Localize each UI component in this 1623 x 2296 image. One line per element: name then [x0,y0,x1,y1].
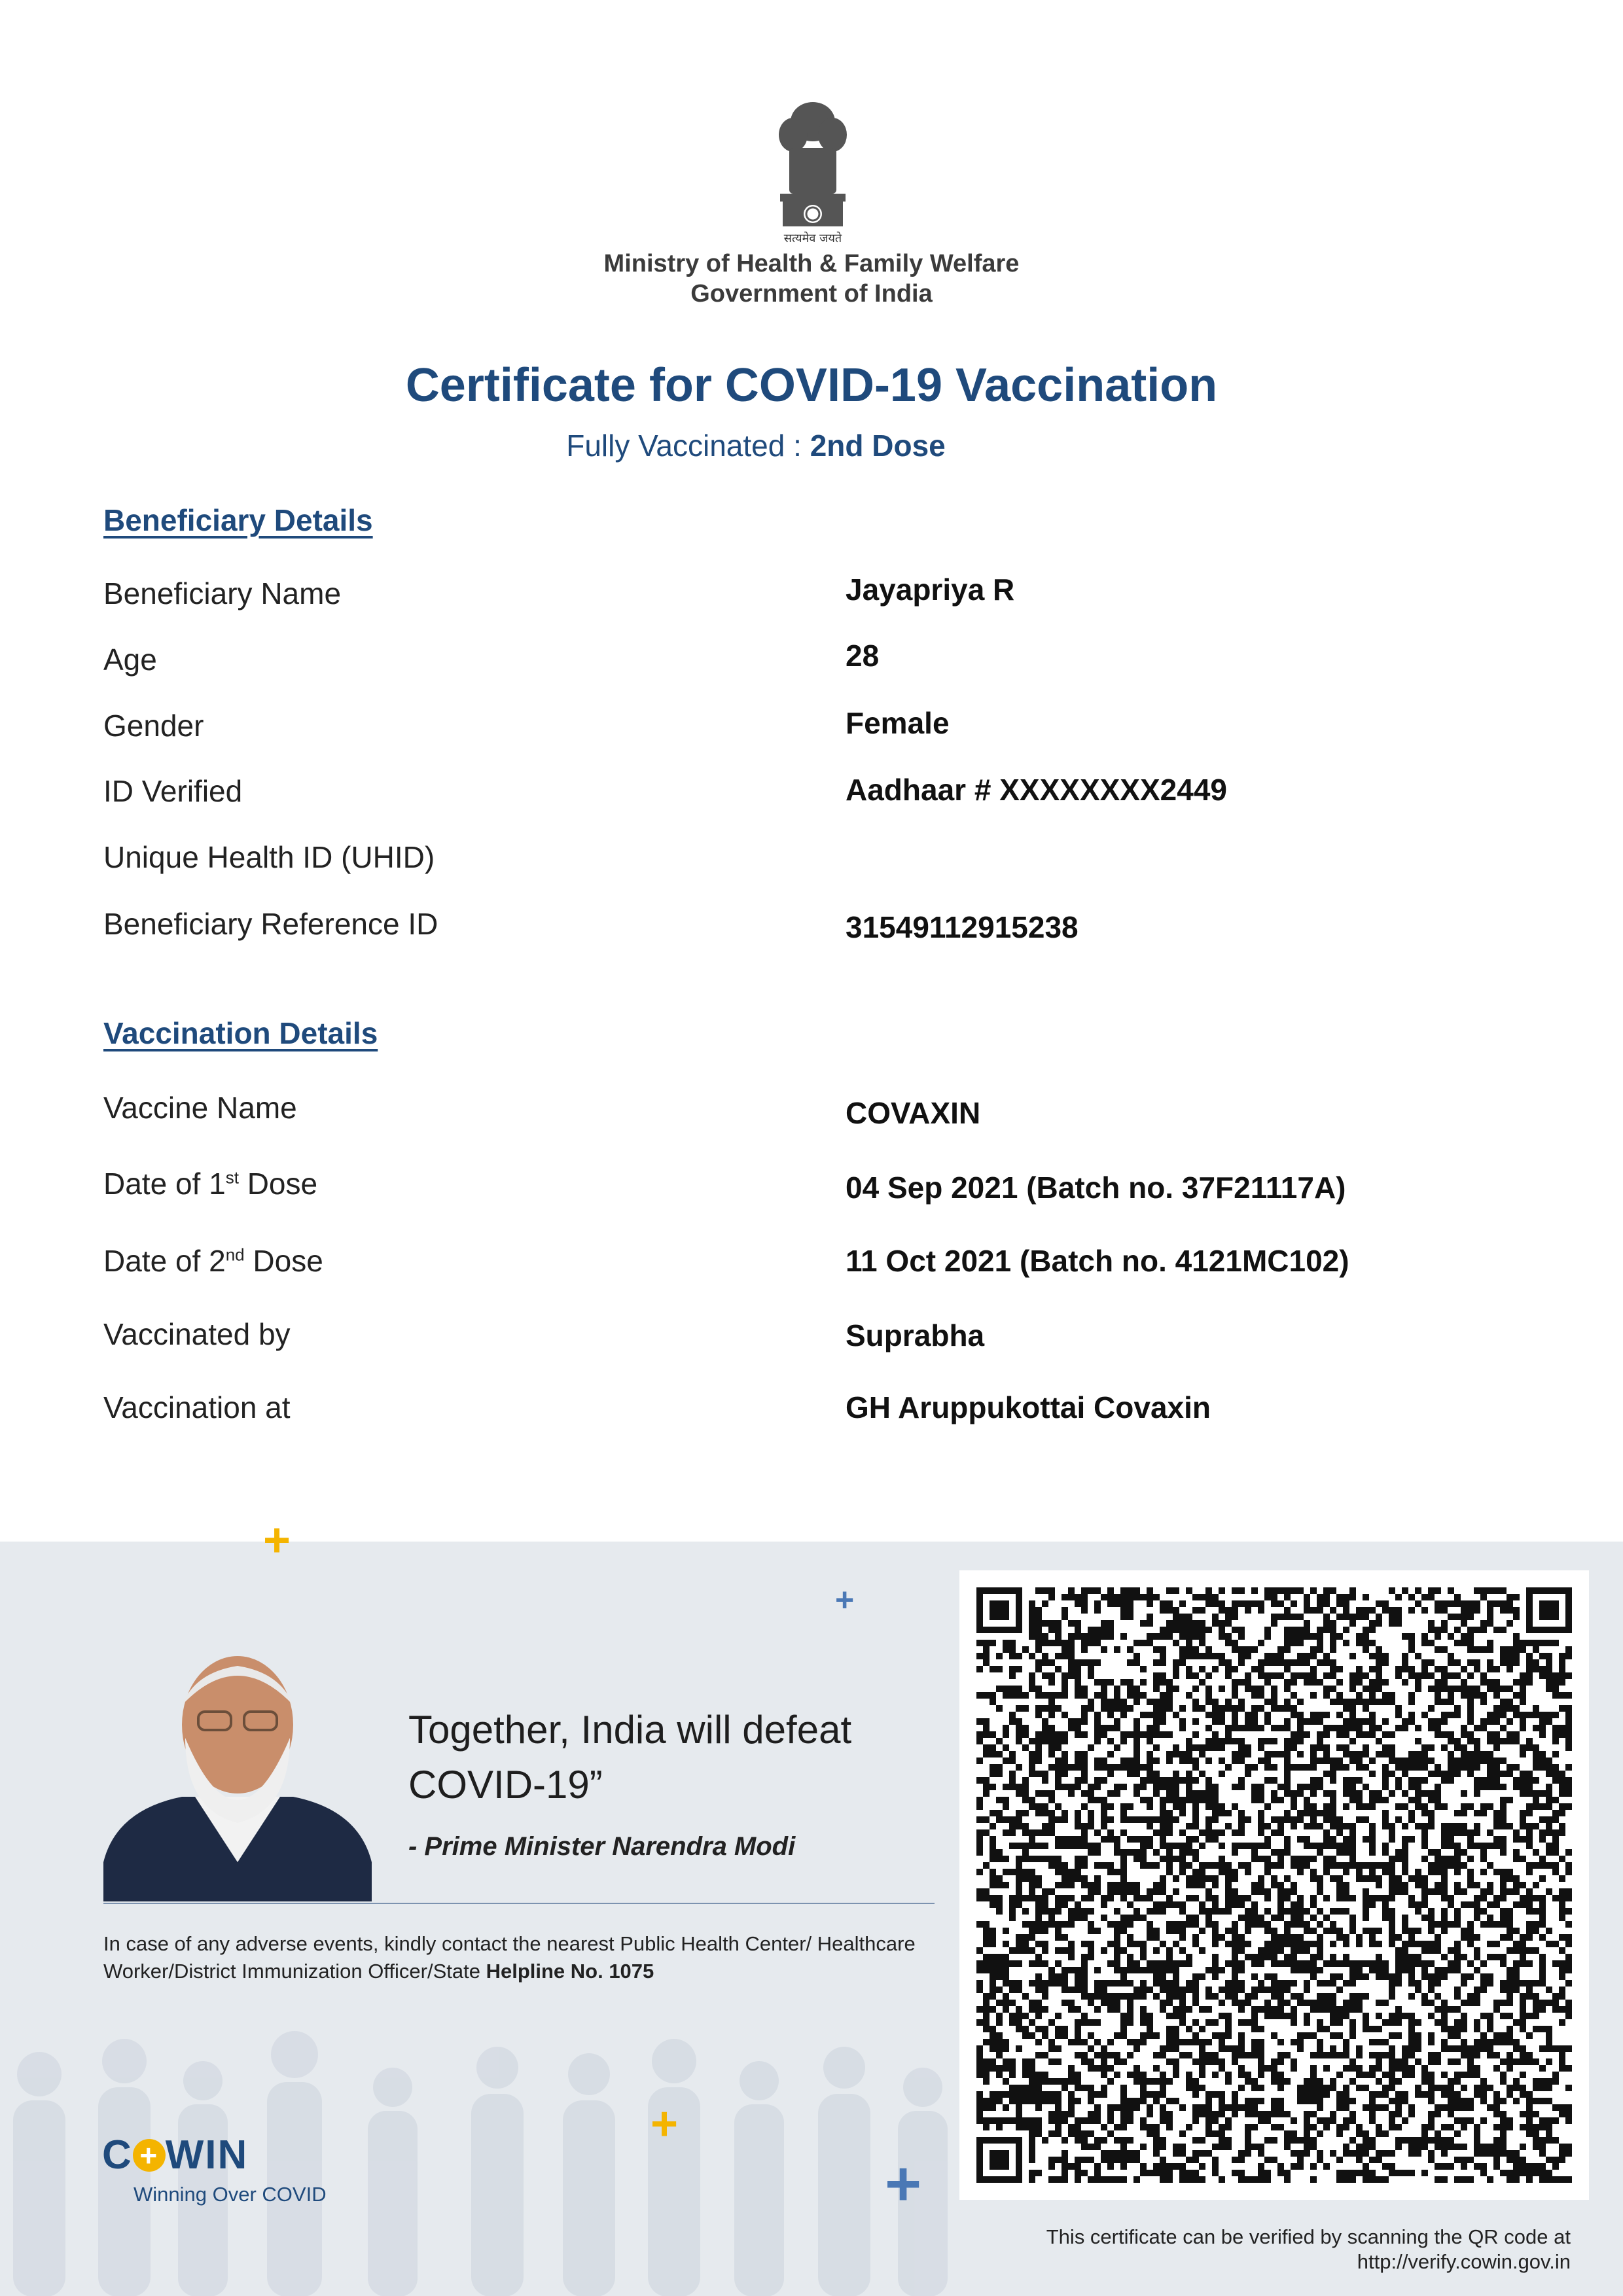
id-verified-label: ID Verified [103,774,243,808]
prime-minister-portrait [103,1646,372,1901]
dose-1-label-text: Date of 1 [103,1167,226,1201]
dose-1-label-suffix: Dose [238,1167,318,1201]
cowin-plus-icon: + [133,2139,166,2172]
cowin-logo [102,2132,248,2178]
beneficiary-details-heading: Beneficiary Details [103,503,373,537]
qr-code-pattern [976,1587,1572,2183]
blue-plus-icon: + [885,2149,922,2219]
dose-2-date-value: 11 Oct 2021 (Batch no. 4121MC102) [846,1244,1349,1278]
cowin-tagline: Winning Over COVID [134,2183,327,2206]
verify-line-1: This certificate can be verified by scanning the QR code at [1046,2225,1571,2248]
reference-id-label: Beneficiary Reference ID [103,907,438,941]
national-emblem-icon [767,96,859,246]
verification-note [785,2225,1571,2274]
age-value: 28 [846,639,880,673]
qr-finder-pattern [976,1587,1022,1633]
quote-attribution: - Prime Minister Narendra Modi [408,1832,796,1861]
age-label: Age [103,643,157,677]
dose-2-label-text: Date of 2 [103,1244,226,1278]
blue-plus-icon: + [835,1581,855,1618]
dose-1-label-sup: st [225,1167,239,1188]
quote-line-1: Together, India will defeat [408,1708,852,1752]
pm-quote [408,1703,906,1812]
status-prefix: Fully Vaccinated : [566,429,802,463]
qr-finder-pattern [1526,1587,1572,1633]
dose-2-label-suffix: Dose [244,1244,323,1278]
ministry-heading [0,249,1623,309]
reference-id-value: 31549112915238 [846,910,1079,944]
vaccinated-by-value: Suprabha [846,1318,985,1352]
divider [103,1903,935,1904]
adverse-events-notice [103,1930,935,1985]
dose-2-date-label [103,1243,323,1279]
gender-value: Female [846,706,950,740]
certificate-title: Certificate for COVID-19 Vaccination [405,359,1218,412]
ministry-line-2: Government of India [690,280,933,308]
yellow-plus-icon: + [651,2098,679,2150]
vaccination-status [0,428,1512,463]
cowin-logo-win: WIN [165,2132,249,2178]
qr-finder-pattern [976,2137,1022,2183]
gender-label: Gender [103,709,204,743]
vaccine-name-label: Vaccine Name [103,1091,297,1125]
dose-2-label-sup: nd [225,1245,245,1265]
vaccination-details-heading: Vaccination Details [103,1016,378,1050]
ministry-line-1: Ministry of Health & Family Welfare [603,250,1020,277]
id-verified-value: Aadhaar # XXXXXXXX2449 [846,773,1227,807]
verify-line-2: http://verify.cowin.gov.in [1357,2250,1571,2273]
quote-line-2: COVID-19” [408,1763,603,1807]
vaccine-name-value: COVAXIN [846,1096,981,1130]
helpline-number: Helpline No. 1075 [486,1960,654,1983]
dose-1-date-label [103,1166,317,1201]
vaccination-at-label: Vaccination at [103,1390,291,1424]
uhid-label: Unique Health ID (UHID) [103,840,435,874]
cowin-logo-c: C [102,2132,133,2178]
dose-1-date-value: 04 Sep 2021 (Batch no. 37F21117A) [846,1171,1346,1205]
adverse-text: In case of any adverse events, kindly contact the nearest Public Health Center/ Healthcare Worker/District Immunization Officer/State [103,1932,916,1983]
status-dose: 2nd Dose [810,429,946,463]
yellow-plus-icon: + [263,1514,291,1566]
vaccination-at-value: GH Aruppukottai Covaxin [846,1390,1211,1424]
emblem-motto: सत्यमेव जयते [783,232,842,245]
beneficiary-name-label: Beneficiary Name [103,576,342,610]
vaccinated-by-label: Vaccinated by [103,1317,291,1351]
beneficiary-name-value: Jayapriya R [846,573,1015,607]
verification-qr-code [959,1570,1589,2200]
